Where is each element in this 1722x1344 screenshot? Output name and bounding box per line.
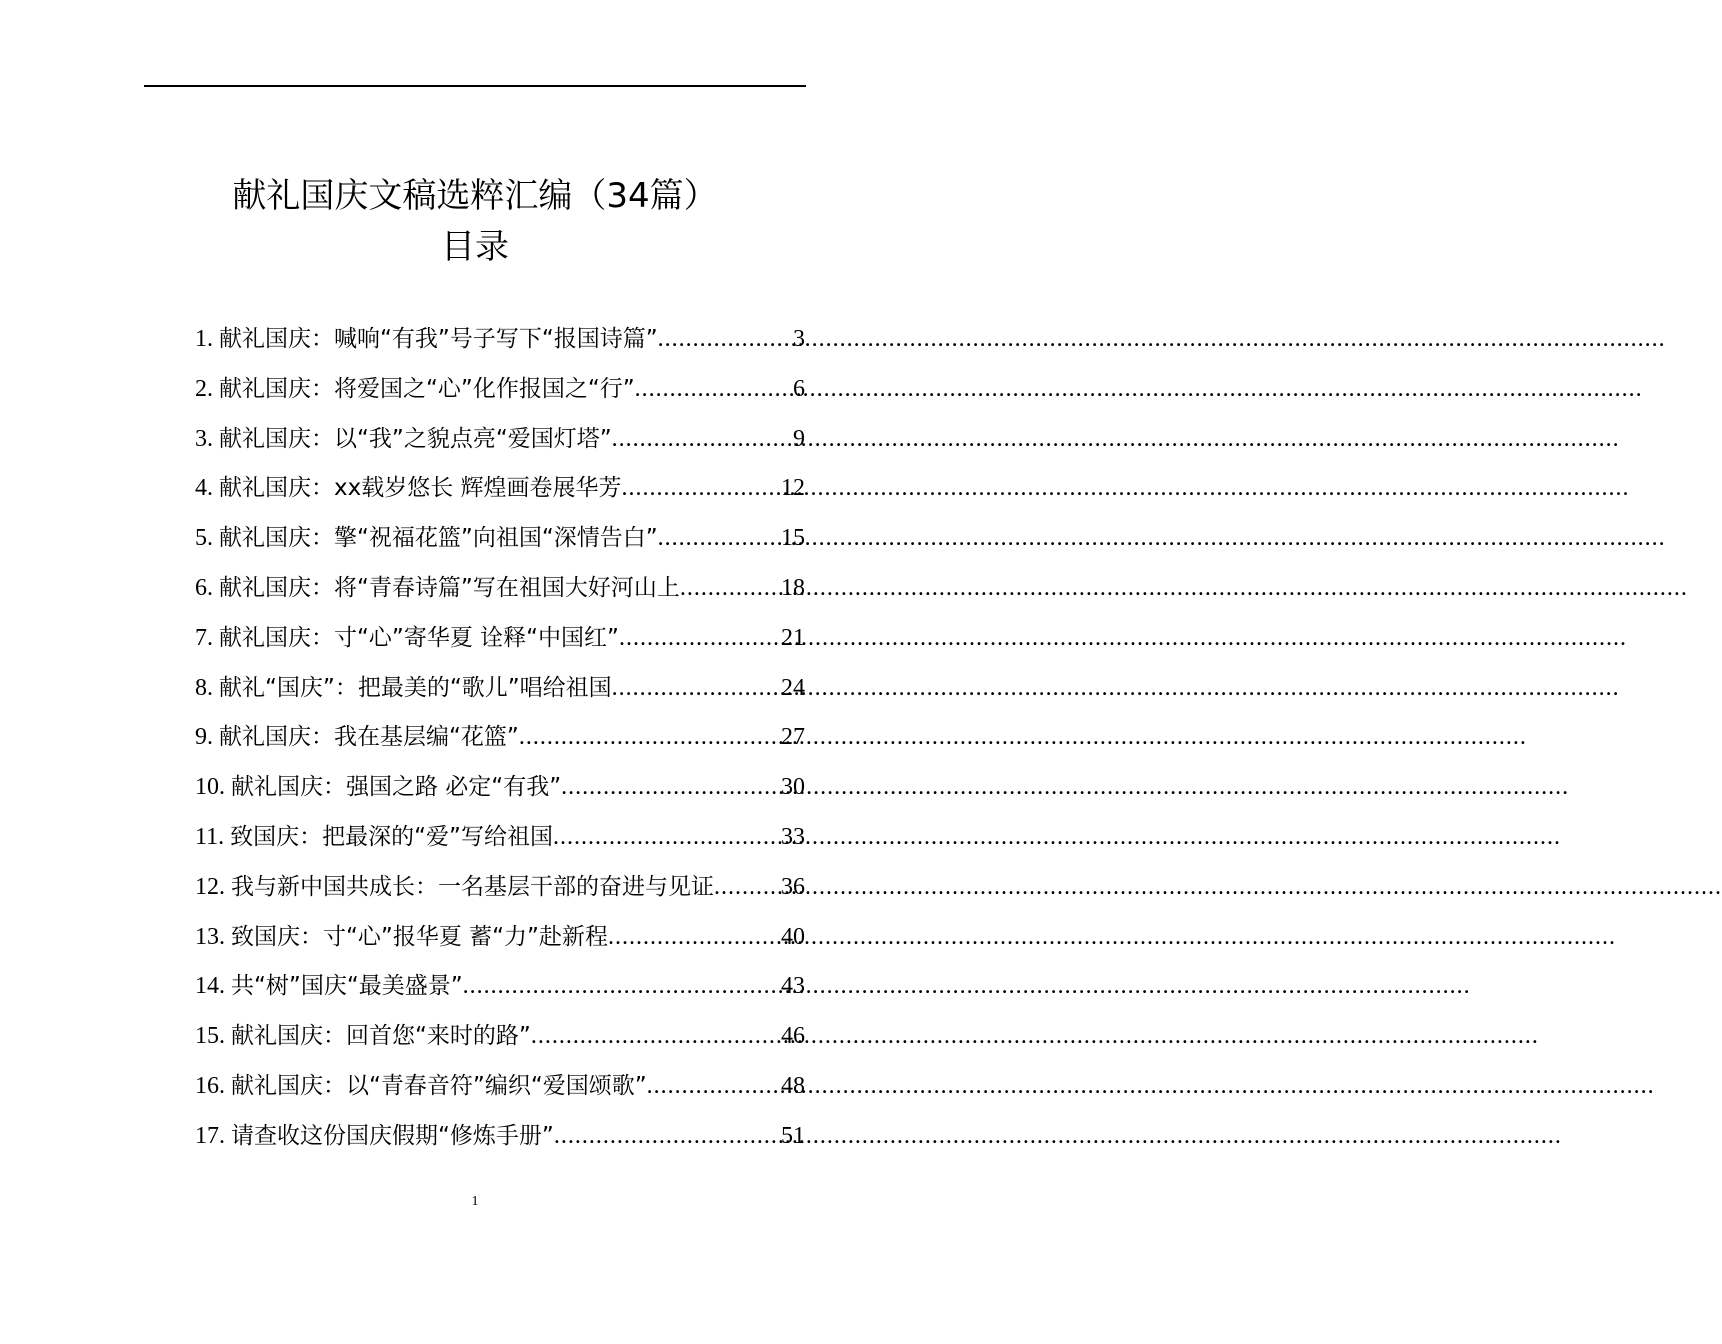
toc-entry-title: 我与新中国共成长：一名基层干部的奋进与见证 — [231, 873, 714, 900]
toc-dot-leader — [647, 1073, 781, 1100]
toc-dot-leader — [531, 1023, 781, 1050]
toc-entry-page: 12 — [781, 475, 805, 502]
toc-dot-leader — [658, 525, 781, 552]
toc-dot-leader — [612, 675, 781, 702]
toc-entry-title: 致国庆：把最深的“爱”写给祖国 — [230, 823, 553, 850]
toc-entry-title: 献礼国庆：以“我”之貌点亮“爱国灯塔” — [219, 425, 612, 452]
toc-entry-title: 献礼国庆：擎“祝福花篮”向祖国“深情告白” — [219, 525, 658, 552]
toc-entry[interactable] — [195, 718, 805, 768]
toc-entry-title: 献礼国庆：我在基层编“花篮” — [219, 724, 519, 751]
toc-dot-leader — [622, 475, 781, 502]
toc-entry-page: 3 — [793, 326, 805, 352]
toc-entry-page: 24 — [781, 674, 805, 701]
toc-entry[interactable] — [195, 1117, 805, 1167]
toc-dot-leader — [463, 973, 781, 1000]
toc-entry-page: 9 — [793, 425, 805, 452]
toc-entry-page: 21 — [781, 624, 805, 651]
toc-dot-leader — [608, 924, 781, 951]
toc-entry-number: 6. — [195, 574, 213, 601]
toc-dot-leader — [658, 326, 793, 353]
toc-entry-page: 51 — [781, 1122, 805, 1149]
toc-entry[interactable] — [195, 1067, 805, 1117]
toc-entry[interactable] — [195, 320, 805, 370]
toc-entry-number: 16. — [195, 1072, 225, 1099]
toc-entry-page: 40 — [781, 923, 805, 950]
toc-entry-number: 9. — [195, 724, 213, 751]
toc-entry-number: 1. — [195, 326, 213, 352]
toc-entry-number: 3. — [195, 425, 213, 452]
document-title: 献礼国庆文稿选粹汇编（34篇） — [232, 176, 718, 216]
toc-entry-page: 43 — [781, 973, 805, 1000]
toc-entry-number: 8. — [195, 674, 213, 701]
toc-entry[interactable] — [195, 818, 805, 868]
toc-entry-page: 15 — [781, 525, 805, 552]
toc-entry-number: 4. — [195, 475, 213, 502]
toc-entry-number: 10. — [195, 774, 225, 801]
toc-entry-number: 7. — [195, 624, 213, 651]
toc-entry-title: 献礼国庆：回首您“来时的路” — [231, 1023, 531, 1050]
toc-entry[interactable] — [195, 569, 805, 619]
toc-dot-leader — [553, 824, 781, 851]
toc-dot-leader — [561, 774, 781, 801]
toc-entry-number: 11. — [195, 823, 225, 850]
table-of-contents — [195, 320, 805, 1167]
toc-entry-title: 献礼国庆：以“青春音符”编织“爱国颂歌” — [231, 1072, 647, 1099]
toc-entry-number: 15. — [195, 1023, 225, 1050]
toc-dot-leader — [680, 575, 781, 602]
toc-entry-title: 献礼国庆：xx载岁悠长 辉煌画卷展华芳 — [219, 475, 622, 502]
header-rule — [144, 85, 806, 87]
title-block — [0, 170, 950, 272]
toc-entry[interactable] — [195, 768, 805, 818]
toc-entry-title: 献礼国庆：强国之路 必定“有我” — [231, 774, 562, 801]
toc-entry-page: 27 — [781, 724, 805, 751]
toc-entry-number: 5. — [195, 525, 213, 552]
toc-dot-leader — [554, 1123, 781, 1150]
toc-entry[interactable] — [195, 967, 805, 1017]
toc-entry-title: 请查收这份国庆假期“修炼手册” — [231, 1122, 554, 1149]
toc-entry-title: 献礼国庆：将“青春诗篇”写在祖国大好河山上 — [219, 574, 680, 601]
toc-entry-page: 33 — [781, 823, 805, 850]
toc-dot-leader — [635, 376, 793, 403]
toc-entry[interactable] — [195, 619, 805, 669]
toc-entry[interactable] — [195, 868, 805, 918]
toc-entry-title: 献礼国庆：喊响“有我”号子写下“报国诗篇” — [219, 326, 658, 352]
toc-entry[interactable] — [195, 519, 805, 569]
toc-entry-number: 14. — [195, 973, 225, 1000]
page-number: 1 — [471, 1194, 479, 1209]
toc-entry-title: 共“树”国庆“最美盛景” — [231, 973, 463, 1000]
toc-entry[interactable] — [195, 669, 805, 719]
toc-entry-title: 致国庆：寸“心”报华夏 蓄“力”赴新程 — [231, 923, 608, 950]
toc-entry[interactable] — [195, 370, 805, 420]
toc-entry-page: 30 — [781, 774, 805, 801]
toc-entry-number: 17. — [195, 1122, 225, 1149]
toc-dot-leader — [619, 625, 781, 652]
toc-dot-leader — [714, 874, 781, 901]
toc-entry-page: 48 — [781, 1072, 805, 1099]
toc-entry-page: 46 — [781, 1023, 805, 1050]
toc-entry-title: 献礼“国庆”：把最美的“歌儿”唱给祖国 — [219, 674, 612, 701]
toc-entry-title: 献礼国庆：寸“心”寄华夏 诠释“中国红” — [219, 624, 619, 651]
toc-entry-page: 36 — [781, 873, 805, 900]
toc-entry-title: 献礼国庆：将爱国之“心”化作报国之“行” — [219, 375, 635, 402]
toc-entry[interactable] — [195, 1017, 805, 1067]
toc-entry-page: 6 — [793, 375, 805, 402]
toc-entry[interactable] — [195, 918, 805, 968]
toc-entry[interactable] — [195, 420, 805, 470]
toc-entry-number: 12. — [195, 873, 225, 900]
toc-entry-page: 18 — [781, 574, 805, 601]
toc-entry-number: 13. — [195, 923, 225, 950]
toc-dot-leader — [519, 724, 781, 751]
toc-heading: 目录 — [441, 227, 509, 267]
toc-entry-number: 2. — [195, 375, 213, 402]
toc-entry[interactable] — [195, 469, 805, 519]
toc-dot-leader — [612, 426, 793, 453]
